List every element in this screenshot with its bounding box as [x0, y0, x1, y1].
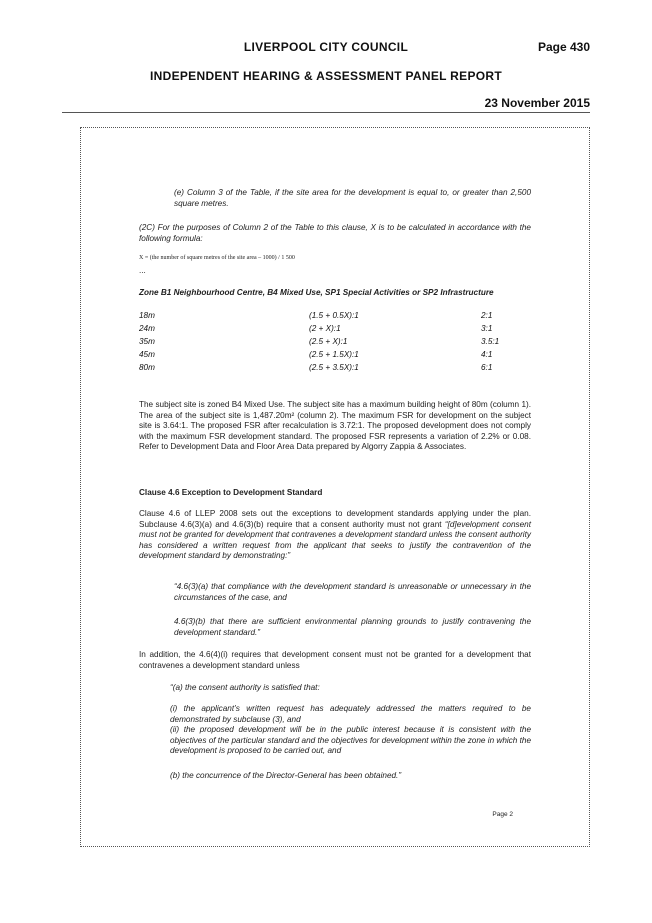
fsr-table — [139, 311, 531, 376]
ellipsis: ... — [139, 266, 146, 275]
page-number: Page 430 — [537, 40, 590, 54]
formula: X = (the number of square metres of the site area – 1000) / 1 500 — [139, 255, 295, 261]
report-title: INDEPENDENT HEARING & ASSESSMENT PANEL REPORT — [150, 69, 502, 83]
ratio-cell: 4:1 — [481, 350, 493, 359]
clause-quote: “[d]evelopment consent must not be granted for development that contravenes a development standard unless the consent authority has considered a written request from the applicant that seeks to justify the contravention of the development standard by demonstrating:” — [139, 519, 531, 560]
table-row — [139, 324, 531, 337]
height-cell: 24m — [139, 324, 155, 333]
ratio-cell: 6:1 — [481, 363, 493, 372]
formula-cell: (2.5 + 3.5X):1 — [309, 363, 359, 372]
item-a: “(a) the consent authority is satisfied that: — [170, 683, 320, 692]
formula-cell: (1.5 + 0.5X):1 — [309, 311, 359, 320]
subject-site-paragraph: The subject site is zoned B4 Mixed Use. The subject site has a maximum building height of 80m (column 1). The area of the subject site is 1,487.20m² (column 2). The maximum FSR for development on the subject site is 3.64:1. The proposed FSR after recalculation is 3.72:1. The proposed development does not comply with the maximum FSR development standard. The proposed FSR represents a variation of 2.2% or 0.08. Refer to Development Data and Floor Area Data prepared by Algorry Zappia & Associates. — [139, 400, 531, 451]
addition-paragraph: In addition, the 4.6(4)(i) requires that development consent must not be granted for a development that contravenes a development standard unless — [139, 650, 531, 670]
formula-cell: (2.5 + 1.5X):1 — [309, 350, 359, 359]
embedded-page-number: Page 2 — [492, 811, 513, 818]
ratio-cell: 3.5:1 — [481, 337, 500, 346]
item-b: (b) the concurrence of the Director-General has been obtained.” — [170, 771, 402, 780]
header-divider — [62, 112, 590, 113]
clause-2c: (2C) For the purposes of Column 2 of the Table to this clause, X is to be calculated in accordance with the following formula: — [139, 223, 531, 243]
quote-4-6-3-a: “4.6(3)(a) that compliance with the development standard is unreasonable or unnecessary in the circumstances of the case, and — [174, 582, 531, 602]
zone-heading: Zone B1 Neighbourhood Centre, B4 Mixed Use, SP1 Special Activities or SP2 Infrastructure — [139, 288, 494, 297]
item-i: (i) the applicant’s written request has adequately addressed the matters required to be demonstrated by subclause (3), and — [170, 704, 531, 724]
height-cell: 45m — [139, 350, 155, 359]
table-row — [139, 311, 531, 324]
clause-item-e: (e) Column 3 of the Table, if the site area for the development is equal to, or greater than 2,500 square metres. — [174, 188, 531, 208]
council-name: LIVERPOOL CITY COUNCIL — [243, 40, 409, 54]
formula-cell: (2 + X):1 — [309, 324, 341, 333]
table-row — [139, 363, 531, 376]
table-row — [139, 350, 531, 363]
clause-4-6-heading: Clause 4.6 Exception to Development Standard — [139, 488, 323, 497]
ratio-cell: 3:1 — [481, 324, 493, 333]
height-cell: 35m — [139, 337, 155, 346]
item-ii: (ii) the proposed development will be in the public interest because it is consistent with the objectives of the particular standard and the objectives for development within the zone in which the development is proposed to be carried out, and — [170, 725, 531, 755]
quote-4-6-3-b: 4.6(3)(b) that there are sufficient environmental planning grounds to justify contravening the development standard.” — [174, 617, 531, 637]
table-row — [139, 337, 531, 350]
clause-intro: Clause 4.6 of LLEP 2008 sets out the exceptions to development standards applying under the plan. Subclause 4.6(3)(a) and 4.6(3)(b) require that a consent authority must not grant — [139, 509, 531, 529]
ratio-cell: 2:1 — [481, 311, 493, 320]
embedded-document — [80, 127, 590, 847]
height-cell: 80m — [139, 363, 155, 372]
items-i-ii — [170, 704, 531, 757]
formula-cell: (2.5 + X):1 — [309, 337, 348, 346]
clause-4-6-paragraph — [139, 509, 531, 562]
height-cell: 18m — [139, 311, 155, 320]
report-date: 23 November 2015 — [484, 96, 590, 110]
